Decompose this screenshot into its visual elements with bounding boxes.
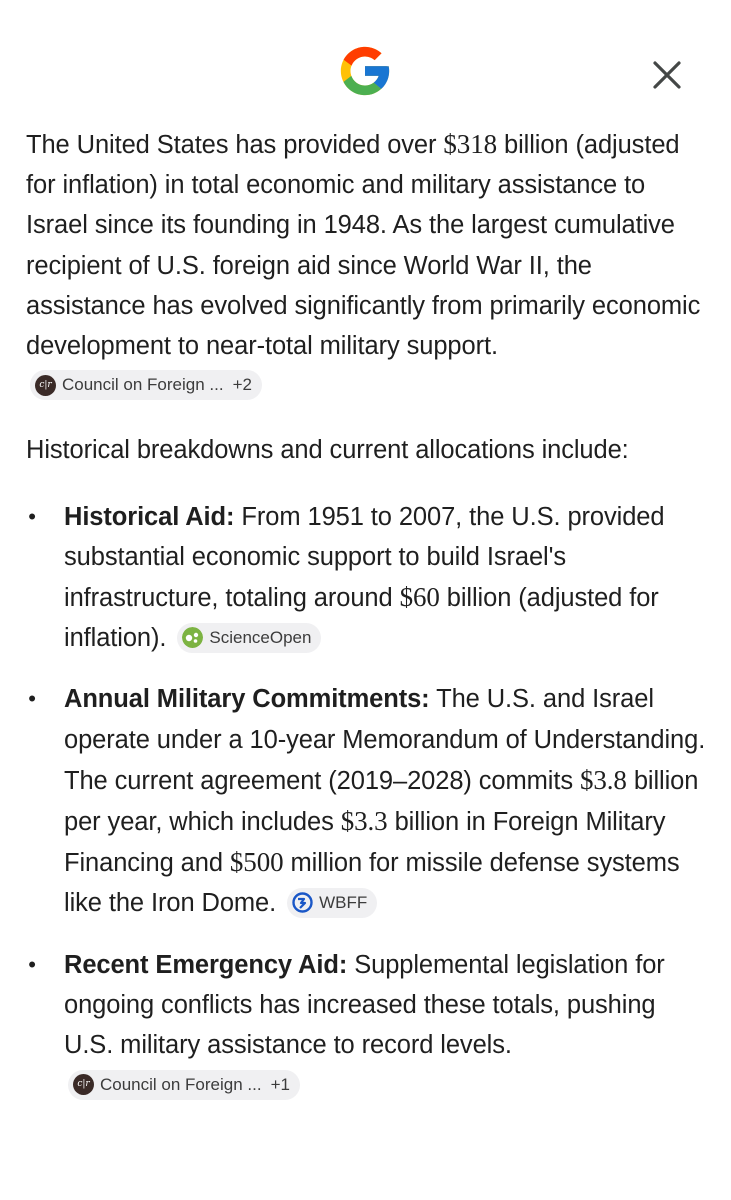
list-item [26,945,706,1106]
cfr-icon [35,375,56,396]
list-item [26,497,706,659]
chip-extra-count: +2 [232,375,252,395]
list-item [26,679,706,923]
chip-label: Council on Foreign ... [100,1074,262,1094]
header [0,0,731,120]
item-text: million for missile defense systems like the Iron Dome. [64,849,680,918]
source-chip-cfr[interactable] [68,1070,300,1100]
bullet-icon: • [28,686,36,712]
item-title: Historical Aid: [64,502,235,531]
ai-overview-content [26,124,706,1126]
item-title: Annual Military Commitments: [64,685,430,714]
item-text: From 1951 to 2007, the U.S. provided substantial economic support to build Israel's infrastructure, totaling around [64,502,665,613]
aid-breakdown-list [26,497,706,1106]
bullet-icon: • [28,951,36,977]
amount: $60 [399,582,440,613]
item-text: billion in Foreign Military Financing and [64,808,666,878]
intro-text-1: The United States has provided over [26,131,444,159]
bullet-icon: • [28,503,36,529]
intro-text-2: billion (adjusted for inflation) in total economic and military assistance to Israel since its founding in 1948. As the largest cumulative recipient of U.S. foreign aid since World War II, the assistance has evolved significantly from primarily economic development to near-total military support. [26,131,701,361]
item-text: The U.S. and Israel operate under a 10-year Memorandum of Understanding. The current agreement (2019–2028) commits [64,685,706,795]
wbff-icon [292,892,313,913]
chip-label: ScienceOpen [209,627,312,647]
amount: $500 [229,847,284,878]
source-chip-scienceopen[interactable] [177,623,321,653]
google-g-icon [336,42,394,100]
intro-paragraph [26,124,706,406]
cfr-icon [73,1074,94,1095]
amount: $3.3 [340,806,388,837]
item-text: billion (adjusted for inflation). [64,584,659,653]
scienceopen-icon [182,627,203,648]
amount-total: $318 [443,129,497,159]
item-text: Supplemental legislation for ongoing conflicts has increased these totals, pushing U.S. military assistance to record levels. [64,950,665,1060]
close-icon[interactable] [646,54,688,96]
amount: $3.8 [579,764,627,795]
item-text: billion per year, which includes [64,766,699,837]
lead-paragraph: Historical breakdowns and current allocations include: [26,436,629,465]
chip-extra-count: +1 [270,1074,290,1094]
source-chip-wbff[interactable] [287,888,377,918]
chip-label: WBFF [319,892,368,912]
source-chip-cfr[interactable] [30,370,262,400]
item-title: Recent Emergency Aid: [64,950,348,979]
chip-label: Council on Foreign ... [62,375,224,395]
